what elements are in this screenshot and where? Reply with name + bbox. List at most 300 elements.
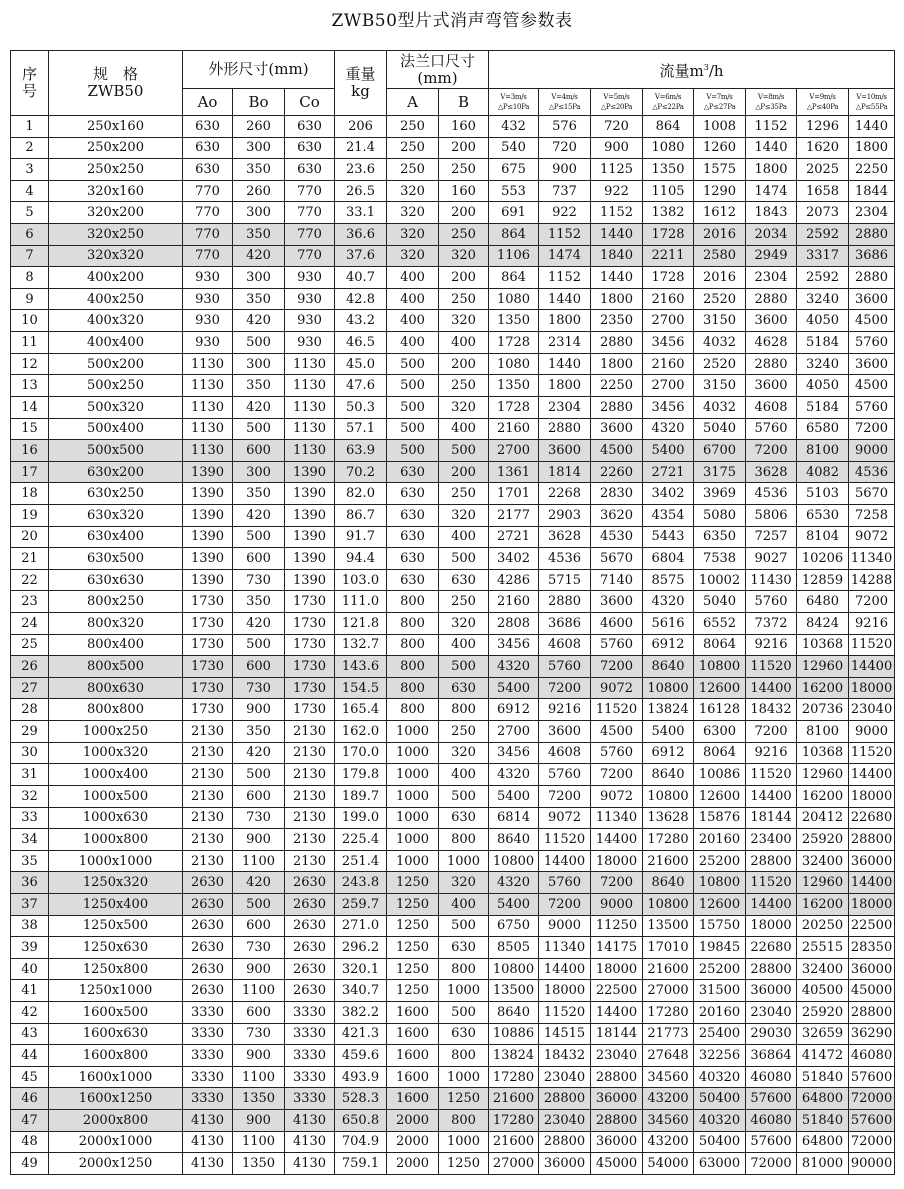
table-cell: 6750 <box>489 915 539 937</box>
table-cell: 1440 <box>591 224 643 246</box>
table-cell: 18000 <box>849 677 895 699</box>
table-cell: 650.8 <box>335 1110 387 1132</box>
table-cell: 1000 <box>439 850 489 872</box>
table-cell: 50400 <box>694 1088 746 1110</box>
table-cell: 43 <box>11 1023 49 1045</box>
table-cell: 23040 <box>849 699 895 721</box>
table-cell: 250x160 <box>49 116 183 138</box>
table-cell: 5760 <box>539 656 591 678</box>
table-cell: 600 <box>233 656 285 678</box>
table-cell: 57.1 <box>335 418 387 440</box>
table-cell: 25400 <box>694 1023 746 1045</box>
table-cell: 8424 <box>797 613 849 635</box>
table-cell: 400 <box>439 526 489 548</box>
table-cell: 7372 <box>746 613 797 635</box>
table-cell: 1612 <box>694 202 746 224</box>
table-cell: 4032 <box>694 396 746 418</box>
table-cell: 1600 <box>387 1023 439 1045</box>
table-cell: 25200 <box>694 850 746 872</box>
table-cell: 154.5 <box>335 677 387 699</box>
table-cell: 18000 <box>591 850 643 872</box>
table-cell: 14400 <box>746 785 797 807</box>
table-cell: 630 <box>285 137 335 159</box>
table-cell: 800 <box>439 958 489 980</box>
table-cell: 12960 <box>797 764 849 786</box>
table-cell: 630 <box>387 483 439 505</box>
table-cell: 421.3 <box>335 1023 387 1045</box>
table-cell: 14 <box>11 396 49 418</box>
table-cell: 4600 <box>591 613 643 635</box>
table-cell: 4320 <box>489 764 539 786</box>
table-cell: 40 <box>11 958 49 980</box>
table-row <box>11 872 895 894</box>
table-cell: 10368 <box>797 634 849 656</box>
table-cell: 46 <box>11 1088 49 1110</box>
table-cell: 320 <box>439 742 489 764</box>
table-cell: 72000 <box>849 1088 895 1110</box>
table-cell: 91.7 <box>335 526 387 548</box>
table-cell: 400x320 <box>49 310 183 332</box>
table-cell: 500 <box>233 418 285 440</box>
table-cell: 50.3 <box>335 396 387 418</box>
table-cell: 1130 <box>285 440 335 462</box>
table-cell: 250 <box>387 137 439 159</box>
table-cell: 1350 <box>233 1153 285 1175</box>
table-cell: 1000 <box>439 1131 489 1153</box>
table-cell: 7538 <box>694 548 746 570</box>
table-cell: 15 <box>11 418 49 440</box>
table-cell: 5760 <box>591 742 643 764</box>
table-cell: 3600 <box>591 591 643 613</box>
table-cell: 2130 <box>183 850 233 872</box>
table-cell: 2000 <box>387 1110 439 1132</box>
table-cell: 17280 <box>489 1110 539 1132</box>
table-cell: 13500 <box>643 915 694 937</box>
table-cell: 4130 <box>285 1131 335 1153</box>
table-cell: 4320 <box>489 656 539 678</box>
table-cell: 2592 <box>797 267 849 289</box>
table-cell: 800 <box>387 699 439 721</box>
table-cell: 320 <box>387 224 439 246</box>
table-cell: 3330 <box>183 1023 233 1045</box>
table-cell: 18000 <box>849 893 895 915</box>
table-cell: 36000 <box>539 1153 591 1175</box>
table-cell: 21 <box>11 548 49 570</box>
table-cell: 1105 <box>643 180 694 202</box>
table-cell: 800x800 <box>49 699 183 721</box>
table-cell: 630 <box>285 159 335 181</box>
table-cell: 2160 <box>643 353 694 375</box>
table-cell: 2130 <box>183 829 233 851</box>
table-cell: 24 <box>11 613 49 635</box>
table-cell: 8640 <box>489 829 539 851</box>
table-cell: 630x500 <box>49 548 183 570</box>
table-cell: 320 <box>387 245 439 267</box>
table-cell: 2130 <box>183 742 233 764</box>
table-cell: 2130 <box>183 721 233 743</box>
table-cell: 4130 <box>285 1110 335 1132</box>
table-cell: 400 <box>439 893 489 915</box>
table-cell: 57600 <box>746 1088 797 1110</box>
table-cell: 2700 <box>489 440 539 462</box>
table-cell: 7140 <box>591 569 643 591</box>
table-row <box>11 224 895 246</box>
table-cell: 5443 <box>643 526 694 548</box>
table-cell: 11520 <box>746 656 797 678</box>
table-cell: 432 <box>489 116 539 138</box>
table-cell: 28800 <box>746 958 797 980</box>
table-cell: 111.0 <box>335 591 387 613</box>
table-row <box>11 677 895 699</box>
table-cell: 1730 <box>183 613 233 635</box>
table-cell: 1000 <box>387 829 439 851</box>
table-cell: 2034 <box>746 224 797 246</box>
table-cell: 57600 <box>849 1066 895 1088</box>
table-cell: 3628 <box>746 461 797 483</box>
table-cell: 18432 <box>539 1045 591 1067</box>
table-cell: 40.7 <box>335 267 387 289</box>
table-cell: 320x320 <box>49 245 183 267</box>
table-cell: 770 <box>183 202 233 224</box>
table-cell: 2630 <box>183 980 233 1002</box>
table-cell: 2130 <box>285 807 335 829</box>
header-velocity: V=10m/s △P≤55Pa <box>849 89 895 116</box>
table-cell: 28800 <box>849 1001 895 1023</box>
table-cell: 2721 <box>489 526 539 548</box>
table-cell: 1250 <box>387 872 439 894</box>
table-cell: 50400 <box>694 1131 746 1153</box>
table-cell: 1000 <box>439 1066 489 1088</box>
table-cell: 15750 <box>694 915 746 937</box>
table-cell: 1080 <box>489 288 539 310</box>
table-cell: 25920 <box>797 829 849 851</box>
table-cell: 1730 <box>183 634 233 656</box>
table-cell: 1250 <box>387 937 439 959</box>
table-cell: 36000 <box>746 980 797 1002</box>
table-cell: 1390 <box>285 483 335 505</box>
table-cell: 46.5 <box>335 332 387 354</box>
table-cell: 922 <box>539 202 591 224</box>
table-cell: 500x400 <box>49 418 183 440</box>
table-cell: 32400 <box>797 958 849 980</box>
table-cell: 250 <box>439 375 489 397</box>
table-cell: 14288 <box>849 569 895 591</box>
table-cell: 200 <box>439 461 489 483</box>
table-cell: 500 <box>233 634 285 656</box>
table-cell: 7200 <box>849 591 895 613</box>
table-cell: 320 <box>387 180 439 202</box>
table-cell: 200 <box>439 202 489 224</box>
table-cell: 5760 <box>849 332 895 354</box>
table-cell: 3330 <box>183 1088 233 1110</box>
table-cell: 10800 <box>489 850 539 872</box>
table-cell: 500 <box>439 915 489 937</box>
table-cell: 28800 <box>849 829 895 851</box>
table-cell: 2880 <box>849 267 895 289</box>
page-title: ZWB50型片式消声弯管参数表 <box>331 11 573 31</box>
table-cell: 1800 <box>539 310 591 332</box>
table-cell: 540 <box>489 137 539 159</box>
table-cell: 11 <box>11 332 49 354</box>
table-cell: 3620 <box>591 504 643 526</box>
table-cell: 34560 <box>643 1066 694 1088</box>
table-cell: 2630 <box>285 915 335 937</box>
table-cell: 37.6 <box>335 245 387 267</box>
table-cell: 225.4 <box>335 829 387 851</box>
table-cell: 500 <box>439 1001 489 1023</box>
table-cell: 11520 <box>746 764 797 786</box>
table-cell: 7200 <box>591 764 643 786</box>
table-cell: 2630 <box>183 958 233 980</box>
table-cell: 12600 <box>694 785 746 807</box>
table-cell: 930 <box>285 288 335 310</box>
table-cell: 250 <box>439 591 489 613</box>
table-cell: 1390 <box>183 504 233 526</box>
table-cell: 43200 <box>643 1131 694 1153</box>
table-cell: 9072 <box>539 807 591 829</box>
table-cell: 1125 <box>591 159 643 181</box>
table-row <box>11 937 895 959</box>
table-cell: 251.4 <box>335 850 387 872</box>
table-cell: 10206 <box>797 548 849 570</box>
table-cell: 170.0 <box>335 742 387 764</box>
table-cell: 1600x1250 <box>49 1088 183 1110</box>
table-cell: 2630 <box>183 872 233 894</box>
table-cell: 8575 <box>643 569 694 591</box>
table-cell: 553 <box>489 180 539 202</box>
table-cell: 4286 <box>489 569 539 591</box>
table-cell: 630x400 <box>49 526 183 548</box>
table-cell: 400x200 <box>49 267 183 289</box>
table-cell: 630 <box>439 569 489 591</box>
table-cell: 1440 <box>591 267 643 289</box>
table-cell: 31500 <box>694 980 746 1002</box>
table-cell: 45000 <box>849 980 895 1002</box>
table-cell: 12600 <box>694 893 746 915</box>
table-cell: 5760 <box>591 634 643 656</box>
table-cell: 34560 <box>643 1110 694 1132</box>
table-header <box>11 51 895 116</box>
table-row <box>11 504 895 526</box>
table-cell: 10800 <box>489 958 539 980</box>
table-cell: 46080 <box>746 1066 797 1088</box>
table-cell: 1730 <box>183 699 233 721</box>
table-cell: 1106 <box>489 245 539 267</box>
table-cell: 45.0 <box>335 353 387 375</box>
table-cell: 630 <box>387 548 439 570</box>
table-cell: 6300 <box>694 721 746 743</box>
table-cell: 3686 <box>849 245 895 267</box>
table-cell: 9072 <box>849 526 895 548</box>
table-cell: 4608 <box>539 742 591 764</box>
table-row <box>11 1153 895 1175</box>
table-row <box>11 1001 895 1023</box>
header-ao: Ao <box>183 89 233 116</box>
table-cell: 420 <box>233 742 285 764</box>
table-cell: 9000 <box>591 893 643 915</box>
table-cell: 2160 <box>489 591 539 613</box>
table-cell: 420 <box>233 245 285 267</box>
table-cell: 500 <box>233 764 285 786</box>
table-row <box>11 548 895 570</box>
table-cell: 2130 <box>285 721 335 743</box>
table-cell: 45000 <box>591 1153 643 1175</box>
table-cell: 630x200 <box>49 461 183 483</box>
table-cell: 21.4 <box>335 137 387 159</box>
table-cell: 34 <box>11 829 49 851</box>
table-cell: 13824 <box>489 1045 539 1067</box>
table-cell: 2130 <box>183 785 233 807</box>
table-cell: 1440 <box>539 353 591 375</box>
table-cell: 4536 <box>849 461 895 483</box>
table-cell: 2000x1000 <box>49 1131 183 1153</box>
table-cell: 2700 <box>643 310 694 332</box>
header-index: 序 号 <box>11 51 49 116</box>
table-cell: 770 <box>183 224 233 246</box>
header-velocity: V=5m/s △P≤20Pa <box>591 89 643 116</box>
table-cell: 25515 <box>797 937 849 959</box>
table-cell: 5400 <box>643 440 694 462</box>
table-cell: 4050 <box>797 310 849 332</box>
table-cell: 1620 <box>797 137 849 159</box>
table-cell: 400 <box>387 310 439 332</box>
table-cell: 250 <box>439 483 489 505</box>
table-cell: 11520 <box>849 634 895 656</box>
table-cell: 320x250 <box>49 224 183 246</box>
table-cell: 18432 <box>746 699 797 721</box>
table-cell: 2630 <box>285 958 335 980</box>
table-cell: 12600 <box>694 677 746 699</box>
table-cell: 1100 <box>233 1066 285 1088</box>
table-cell: 250 <box>387 159 439 181</box>
table-cell: 320 <box>387 202 439 224</box>
table-cell: 2630 <box>285 872 335 894</box>
table-cell: 12 <box>11 353 49 375</box>
table-cell: 382.2 <box>335 1001 387 1023</box>
table-row <box>11 202 895 224</box>
table-cell: 28800 <box>539 1131 591 1153</box>
table-cell: 1000x630 <box>49 807 183 829</box>
table-cell: 40500 <box>797 980 849 1002</box>
table-cell: 3175 <box>694 461 746 483</box>
table-cell: 7258 <box>849 504 895 526</box>
table-cell: 930 <box>183 288 233 310</box>
table-cell: 11520 <box>539 829 591 851</box>
table-cell: 630x630 <box>49 569 183 591</box>
table-cell: 1600 <box>387 1088 439 1110</box>
table-cell: 1008 <box>694 116 746 138</box>
table-cell: 350 <box>233 375 285 397</box>
table-cell: 10886 <box>489 1023 539 1045</box>
table-cell: 3686 <box>539 613 591 635</box>
table-cell: 1350 <box>489 375 539 397</box>
table-body <box>11 116 895 1175</box>
table-cell: 17280 <box>643 1001 694 1023</box>
table-cell: 500 <box>233 893 285 915</box>
table-cell: 1130 <box>183 396 233 418</box>
table-cell: 10800 <box>694 872 746 894</box>
table-cell: 2130 <box>285 764 335 786</box>
table-cell: 64800 <box>797 1131 849 1153</box>
table-cell: 459.6 <box>335 1045 387 1067</box>
table-cell: 4530 <box>591 526 643 548</box>
table-cell: 6552 <box>694 613 746 635</box>
table-cell: 90000 <box>849 1153 895 1175</box>
table-cell: 3330 <box>285 1066 335 1088</box>
table-cell: 2000 <box>387 1131 439 1153</box>
table-cell: 250x250 <box>49 159 183 181</box>
table-cell: 1814 <box>539 461 591 483</box>
table-cell: 300 <box>233 353 285 375</box>
table-cell: 1728 <box>489 332 539 354</box>
table-cell: 5400 <box>489 785 539 807</box>
table-cell: 1100 <box>233 850 285 872</box>
table-cell: 21600 <box>489 1131 539 1153</box>
table-cell: 500 <box>233 332 285 354</box>
table-cell: 94.4 <box>335 548 387 570</box>
table-cell: 9216 <box>849 613 895 635</box>
table-cell: 400 <box>439 418 489 440</box>
table-cell: 350 <box>233 224 285 246</box>
table-cell: 1390 <box>183 569 233 591</box>
table-cell: 1390 <box>183 548 233 570</box>
table-cell: 320 <box>439 310 489 332</box>
table-cell: 2073 <box>797 202 849 224</box>
table-cell: 16 <box>11 440 49 462</box>
table-cell: 23040 <box>539 1066 591 1088</box>
table-cell: 720 <box>539 137 591 159</box>
header-weight: 重量 kg <box>335 51 387 116</box>
table-row <box>11 310 895 332</box>
table-cell: 21773 <box>643 1023 694 1045</box>
table-cell: 160 <box>439 180 489 202</box>
table-cell: 2903 <box>539 504 591 526</box>
table-cell: 18144 <box>746 807 797 829</box>
table-cell: 18 <box>11 483 49 505</box>
table-cell: 29 <box>11 721 49 743</box>
table-cell: 930 <box>285 310 335 332</box>
table-cell: 11340 <box>591 807 643 829</box>
table-cell: 1390 <box>183 461 233 483</box>
table-cell: 1730 <box>285 634 335 656</box>
table-cell: 32 <box>11 785 49 807</box>
table-cell: 70.2 <box>335 461 387 483</box>
table-cell: 630 <box>387 569 439 591</box>
table-cell: 500x500 <box>49 440 183 462</box>
table-cell: 260 <box>233 180 285 202</box>
table-cell: 2630 <box>183 915 233 937</box>
table-cell: 500 <box>387 375 439 397</box>
table-cell: 10800 <box>643 677 694 699</box>
table-cell: 1000 <box>387 764 439 786</box>
table-cell: 8640 <box>643 656 694 678</box>
table-cell: 3240 <box>797 288 849 310</box>
table-cell: 28350 <box>849 937 895 959</box>
table-cell: 1130 <box>183 375 233 397</box>
table-cell: 600 <box>233 915 285 937</box>
table-cell: 4130 <box>183 1153 233 1175</box>
table-cell: 1600x1000 <box>49 1066 183 1088</box>
table-cell: 14175 <box>591 937 643 959</box>
table-cell: 17010 <box>643 937 694 959</box>
table-cell: 6 <box>11 224 49 246</box>
table-cell: 3600 <box>746 310 797 332</box>
table-cell: 1250 <box>439 1088 489 1110</box>
table-cell: 5040 <box>694 591 746 613</box>
table-cell: 5715 <box>539 569 591 591</box>
table-cell: 1390 <box>285 569 335 591</box>
table-cell: 1440 <box>849 116 895 138</box>
